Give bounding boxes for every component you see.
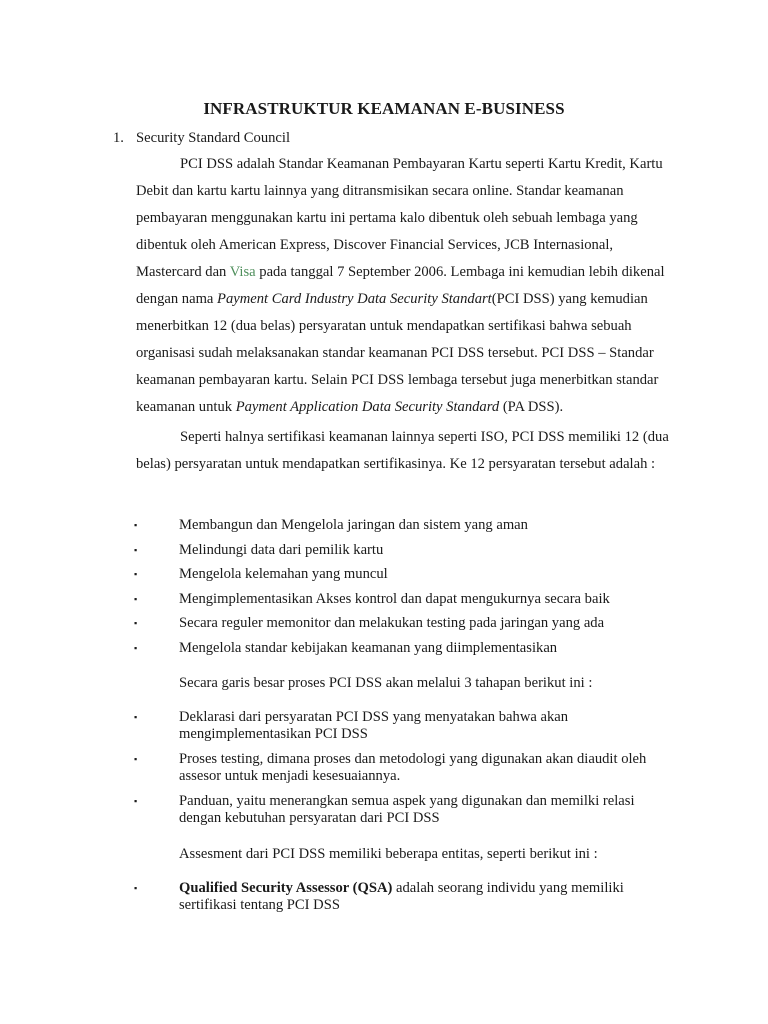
list-item-text: Mengimplementasikan Akses kontrol dan dapat mengukurnya secara baik — [179, 591, 610, 607]
section-heading — [113, 130, 290, 147]
entity-description: adalah seorang individu yang memiliki sertifikasi tentang PCI DSS — [179, 880, 624, 913]
list-item-text: Proses testing, dimana proses dan metodologi yang digunakan akan diaudit oleh assesor untuk menjadi kesesuaiannya. — [179, 751, 647, 784]
list-item — [134, 751, 669, 785]
list-item-text: Mengelola kelemahan yang muncul — [179, 566, 388, 582]
entities-intro: Assesment dari PCI DSS memiliki beberapa entitas, seperti berikut ini : — [179, 846, 598, 862]
list-item-text: Secara reguler memonitor dan melakukan testing pada jaringan yang ada — [179, 615, 605, 631]
list-item — [134, 709, 669, 743]
paragraph1-italic-pa-dss-name: Payment Application Data Security Standard — [235, 399, 500, 415]
paragraph1-text-b: pada tanggal 7 September 2006. Lembaga ini kemudian lebih dikenal dengan nama — [136, 264, 665, 307]
bullet-icon: ▪ — [134, 594, 138, 604]
entity-term: Qualified Security Assessor (QSA) — [179, 880, 393, 896]
list-item-text: Panduan, yaitu menerangkan semua aspek yang digunakan dan memilki relasi dengan kebutuhan persyaratan dari PCI DSS — [179, 793, 635, 826]
list-item-text: Melindungi data dari pemilik kartu — [179, 542, 384, 558]
bullet-icon: ▪ — [134, 545, 138, 555]
paragraph1-text-c: (PCI DSS) yang kemudian menerbitkan 12 (dua belas) persyaratan untuk mendapatkan sertifikasi bahwa sebuah organisasi sudah melaksanakan standar keamanan PCI DSS tersebut. PCI DSS – Standar keamanan pembayaran kartu. Selain PCI DSS lembaga tersebut juga menerbitkan standar keamanan untuk — [136, 291, 659, 415]
section-heading-text: Security Standard Council — [136, 130, 291, 146]
list-item — [134, 591, 669, 608]
list-item — [134, 880, 669, 914]
process-intro: Secara garis besar proses PCI DSS akan melalui 3 tahapan berikut ini : — [179, 675, 593, 691]
list-item-text: Membangun dan Mengelola jaringan dan sistem yang aman — [179, 517, 528, 533]
document-title: INFRASTRUKTUR KEAMANAN E-BUSINESS — [203, 99, 565, 118]
paragraph1-text-a: PCI DSS adalah Standar Keamanan Pembayaran Kartu seperti Kartu Kredit, Kartu Debit dan kartu kartu lainnya yang ditransmisikan secara online. Standar keamanan pembayaran menggunakan kartu ini pertama kalo dibentuk oleh sebuah lembaga yang dibentuk oleh American Express, Discover Financial Services, JCB Internasional, Mastercard dan — [136, 156, 663, 280]
list-item — [134, 640, 669, 657]
bullet-icon: ▪ — [134, 618, 138, 628]
list-item — [134, 615, 669, 632]
bullet-icon: ▪ — [134, 643, 138, 653]
bullet-icon: ▪ — [134, 883, 138, 893]
bullet-icon: ▪ — [134, 712, 138, 722]
bullet-icon: ▪ — [134, 569, 138, 579]
paragraph1-text-d: (PA DSS). — [499, 399, 564, 415]
list-item — [134, 566, 669, 583]
list-item — [134, 793, 669, 827]
section-number: 1. — [113, 130, 124, 146]
bullet-icon: ▪ — [134, 520, 138, 530]
list-item-text: Deklarasi dari persyaratan PCI DSS yang menyatakan bahwa akan mengimplementasikan PCI DSS — [179, 709, 569, 742]
bullet-icon: ▪ — [134, 754, 138, 764]
list-item-text: Mengelola standar kebijakan keamanan yang diimplementasikan — [179, 640, 558, 656]
list-item — [134, 542, 669, 559]
paragraph-requirements-intro: Seperti halnya sertifikasi keamanan lainnya seperti ISO, PCI DSS memiliki 12 (dua belas) persyaratan untuk mendapatkan sertifikasinya. Ke 12 persyaratan tersebut adalah : — [136, 429, 669, 472]
list-item — [134, 517, 669, 534]
bullet-icon: ▪ — [134, 796, 138, 806]
paragraph-pci-dss-intro — [136, 151, 674, 421]
paragraph1-italic-pci-dss-name: Payment Card Industry Data Security Standart — [217, 291, 492, 307]
visa-link[interactable]: Visa — [229, 264, 256, 280]
